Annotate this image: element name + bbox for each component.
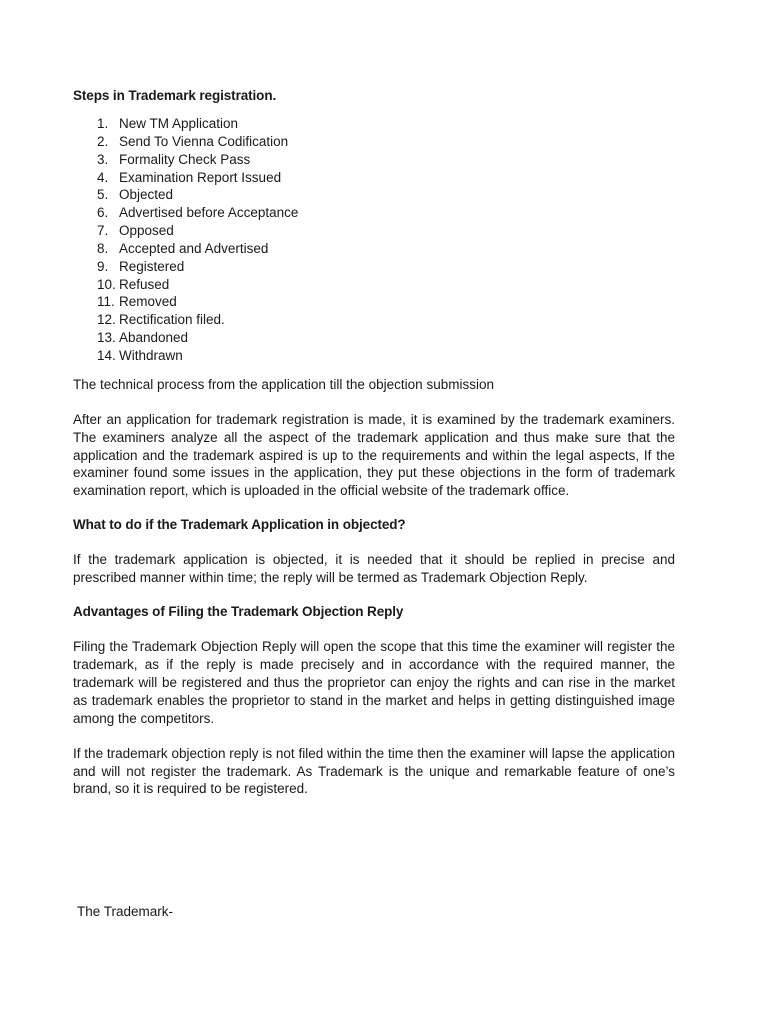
list-item [73,311,675,329]
list-item-number: 2. [97,133,109,149]
objection-question-heading: What to do if the Trademark Application in objected? [73,517,406,533]
list-item [73,258,675,276]
list-item [73,204,675,222]
list-item-text: Rectification filed. [119,312,225,328]
list-item [73,240,675,258]
signoff-text: The Trademark- [77,904,174,919]
list-item [73,133,675,151]
list-item-text: New TM Application [119,116,239,131]
document-title: Steps in Trademark registration. [73,88,277,103]
intro-paragraph: The technical process from the application till the objection submission [73,376,494,392]
advantages-paragraph: Filing the Trademark Objection Reply will open the scope that this time the examiner will register the trademark, as if the reply is made precisely and in accordance with the required manner, the trademark will be registered and thus the proprietor can enjoy the rights and can rise in the market as trademark enables the proprietor to stand in the market and helps in getting distinguished image among the competitors. [73,639,675,726]
list-item [73,276,675,294]
list-item [73,329,675,347]
list-item-text: Registered [119,258,185,274]
list-item-text: Refused [119,276,170,292]
list-item [73,115,675,133]
objection-reply-paragraph: If the trademark application is objected, it is needed that it should be replied in precise and prescribed manner within time; the reply will be termed as Trademark Objection Reply. [73,552,675,586]
advantages-heading: Advantages of Filing the Trademark Objection Reply [73,604,404,620]
list-item-number: 3. [97,151,109,167]
list-item [73,293,675,311]
list-item-number: 13. [97,330,116,346]
list-item-number: 9. [97,258,109,274]
list-item-number: 4. [97,169,109,185]
list-item-text: Examination Report Issued [119,169,282,185]
list-item-number: 14. [97,347,116,363]
steps-list [73,115,675,365]
list-item-number: 12. [97,312,116,328]
list-item [73,186,675,204]
list-item-text: Accepted and Advertised [119,240,269,256]
list-item-text: Objected [119,187,174,203]
document-body [73,86,675,798]
list-item-text: Formality Check Pass [119,151,251,167]
list-item-number: 7. [97,223,109,239]
list-item-number: 1. [97,116,109,131]
list-item-text: Opposed [119,223,174,239]
list-item-number: 8. [97,240,109,256]
list-item [73,169,675,187]
list-item-text: Abandoned [119,330,189,346]
list-item-text: Advertised before Acceptance [119,205,299,221]
list-item-number: 6. [97,205,109,221]
list-item-text: Send To Vienna Codification [119,133,289,149]
list-item-number: 10. [97,276,116,292]
list-item [73,151,675,169]
list-item-text: Removed [119,294,177,310]
list-item-number: 11. [97,294,115,310]
lapse-paragraph: If the trademark objection reply is not filed within the time then the examiner will lapse the application and will not register the trademark. As Trademark is the unique and remarkable feature of one’s brand, so it is required to be registered. [73,745,675,797]
list-item-text: Withdrawn [119,347,183,363]
list-item [73,347,675,365]
list-item [73,222,675,240]
list-item-number: 5. [97,187,109,203]
examination-paragraph: After an application for trademark registration is made, it is examined by the trademark examiners. The examiners analyze all the aspect of the trademark application and thus make sure that the application and the trademark aspired is up to the requirements and within the legal aspects, If the examiner found some issues in the application, they put these objections in the form of trademark examination report, which is uploaded in the official website of the trademark office. [73,411,675,499]
